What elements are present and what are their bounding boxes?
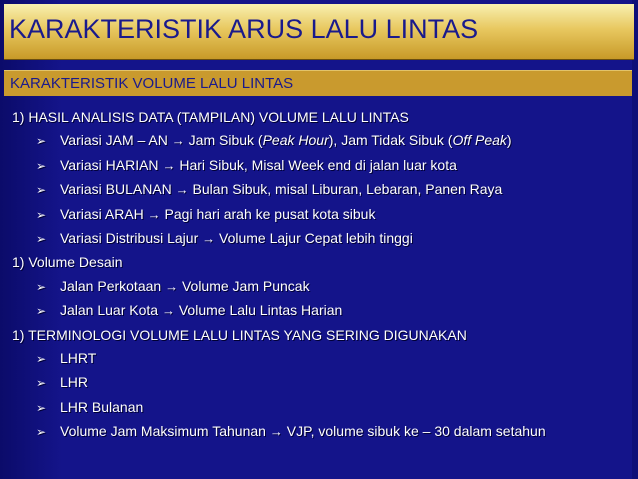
bullet-arrow-icon: ➢ bbox=[36, 207, 47, 222]
list-item-variasi-harian: ➢ Variasi HARIAN → Hari Sibuk, Misal Week end di jalan luar kota bbox=[12, 154, 632, 178]
list-item-lhr-bulanan: ➢ LHR Bulanan bbox=[12, 396, 632, 420]
section-heading-terminologi: 1) TERMINOLOGI VOLUME LALU LINTAS YANG SERING DIGUNAKAN bbox=[12, 326, 467, 343]
bullet-arrow-icon: ➢ bbox=[36, 232, 47, 247]
right-arrow-icon: → bbox=[175, 182, 189, 198]
slide-title: KARAKTERISTIK ARUS LALU LINTAS bbox=[9, 14, 479, 44]
list-item-variasi-lajur: ➢ Variasi Distribusi Lajur → Volume Lajur Cepat lebih tinggi bbox=[12, 227, 632, 251]
section-heading-volume-desain: 1) Volume Desain bbox=[12, 254, 123, 271]
bullet-arrow-icon: ➢ bbox=[36, 134, 47, 149]
bullet-arrow-icon: ➢ bbox=[36, 376, 47, 391]
right-arrow-icon: → bbox=[165, 278, 179, 294]
bullet-arrow-icon: ➢ bbox=[36, 158, 47, 173]
bullet-arrow-icon: ➢ bbox=[36, 304, 47, 319]
slide-subtitle: KARAKTERISTIK VOLUME LALU LINTAS bbox=[10, 75, 294, 92]
list-item-lhr: ➢ LHR bbox=[12, 371, 632, 395]
bullet-arrow-icon: ➢ bbox=[36, 425, 47, 440]
slide-body bbox=[12, 106, 632, 445]
bullet-arrow-icon: ➢ bbox=[36, 183, 47, 198]
subtitle-bar bbox=[4, 70, 632, 96]
bullet-arrow-icon: ➢ bbox=[36, 352, 47, 367]
list-item-variasi-arah: ➢ Variasi ARAH → Pagi hari arah ke pusat kota sibuk bbox=[12, 203, 632, 227]
list-item-variasi-jam: ➢ Variasi JAM – AN → Jam Sibuk (Peak Hour), Jam Tidak Sibuk (Off Peak) bbox=[12, 129, 632, 153]
bullet-arrow-icon: ➢ bbox=[36, 400, 47, 415]
right-arrow-icon: → bbox=[202, 231, 216, 247]
list-item-volume-jam-maksimum: ➢ Volume Jam Maksimum Tahunan → VJP, volume sibuk ke – 30 dalam setahun bbox=[12, 420, 632, 444]
bullet-arrow-icon: ➢ bbox=[36, 279, 47, 294]
title-bar bbox=[4, 4, 634, 60]
list-item-jalan-luar-kota: ➢ Jalan Luar Kota → Volume Lalu Lintas Harian bbox=[12, 299, 632, 323]
right-arrow-icon: → bbox=[171, 133, 185, 149]
list-item-variasi-bulanan: ➢ Variasi BULANAN → Bulan Sibuk, misal Liburan, Lebaran, Panen Raya bbox=[12, 178, 632, 202]
right-arrow-icon: → bbox=[161, 303, 175, 319]
background-right-edge bbox=[632, 0, 638, 479]
list-item-lhrt: ➢ LHRT bbox=[12, 347, 632, 371]
section-heading-analysis: 1) HASIL ANALISIS DATA (TAMPILAN) VOLUME LALU LINTAS bbox=[12, 109, 409, 125]
list-item-jalan-perkotaan: ➢ Jalan Perkotaan → Volume Jam Puncak bbox=[12, 275, 632, 299]
right-arrow-icon: → bbox=[147, 206, 161, 222]
right-arrow-icon: → bbox=[162, 157, 176, 173]
right-arrow-icon: → bbox=[269, 424, 283, 440]
